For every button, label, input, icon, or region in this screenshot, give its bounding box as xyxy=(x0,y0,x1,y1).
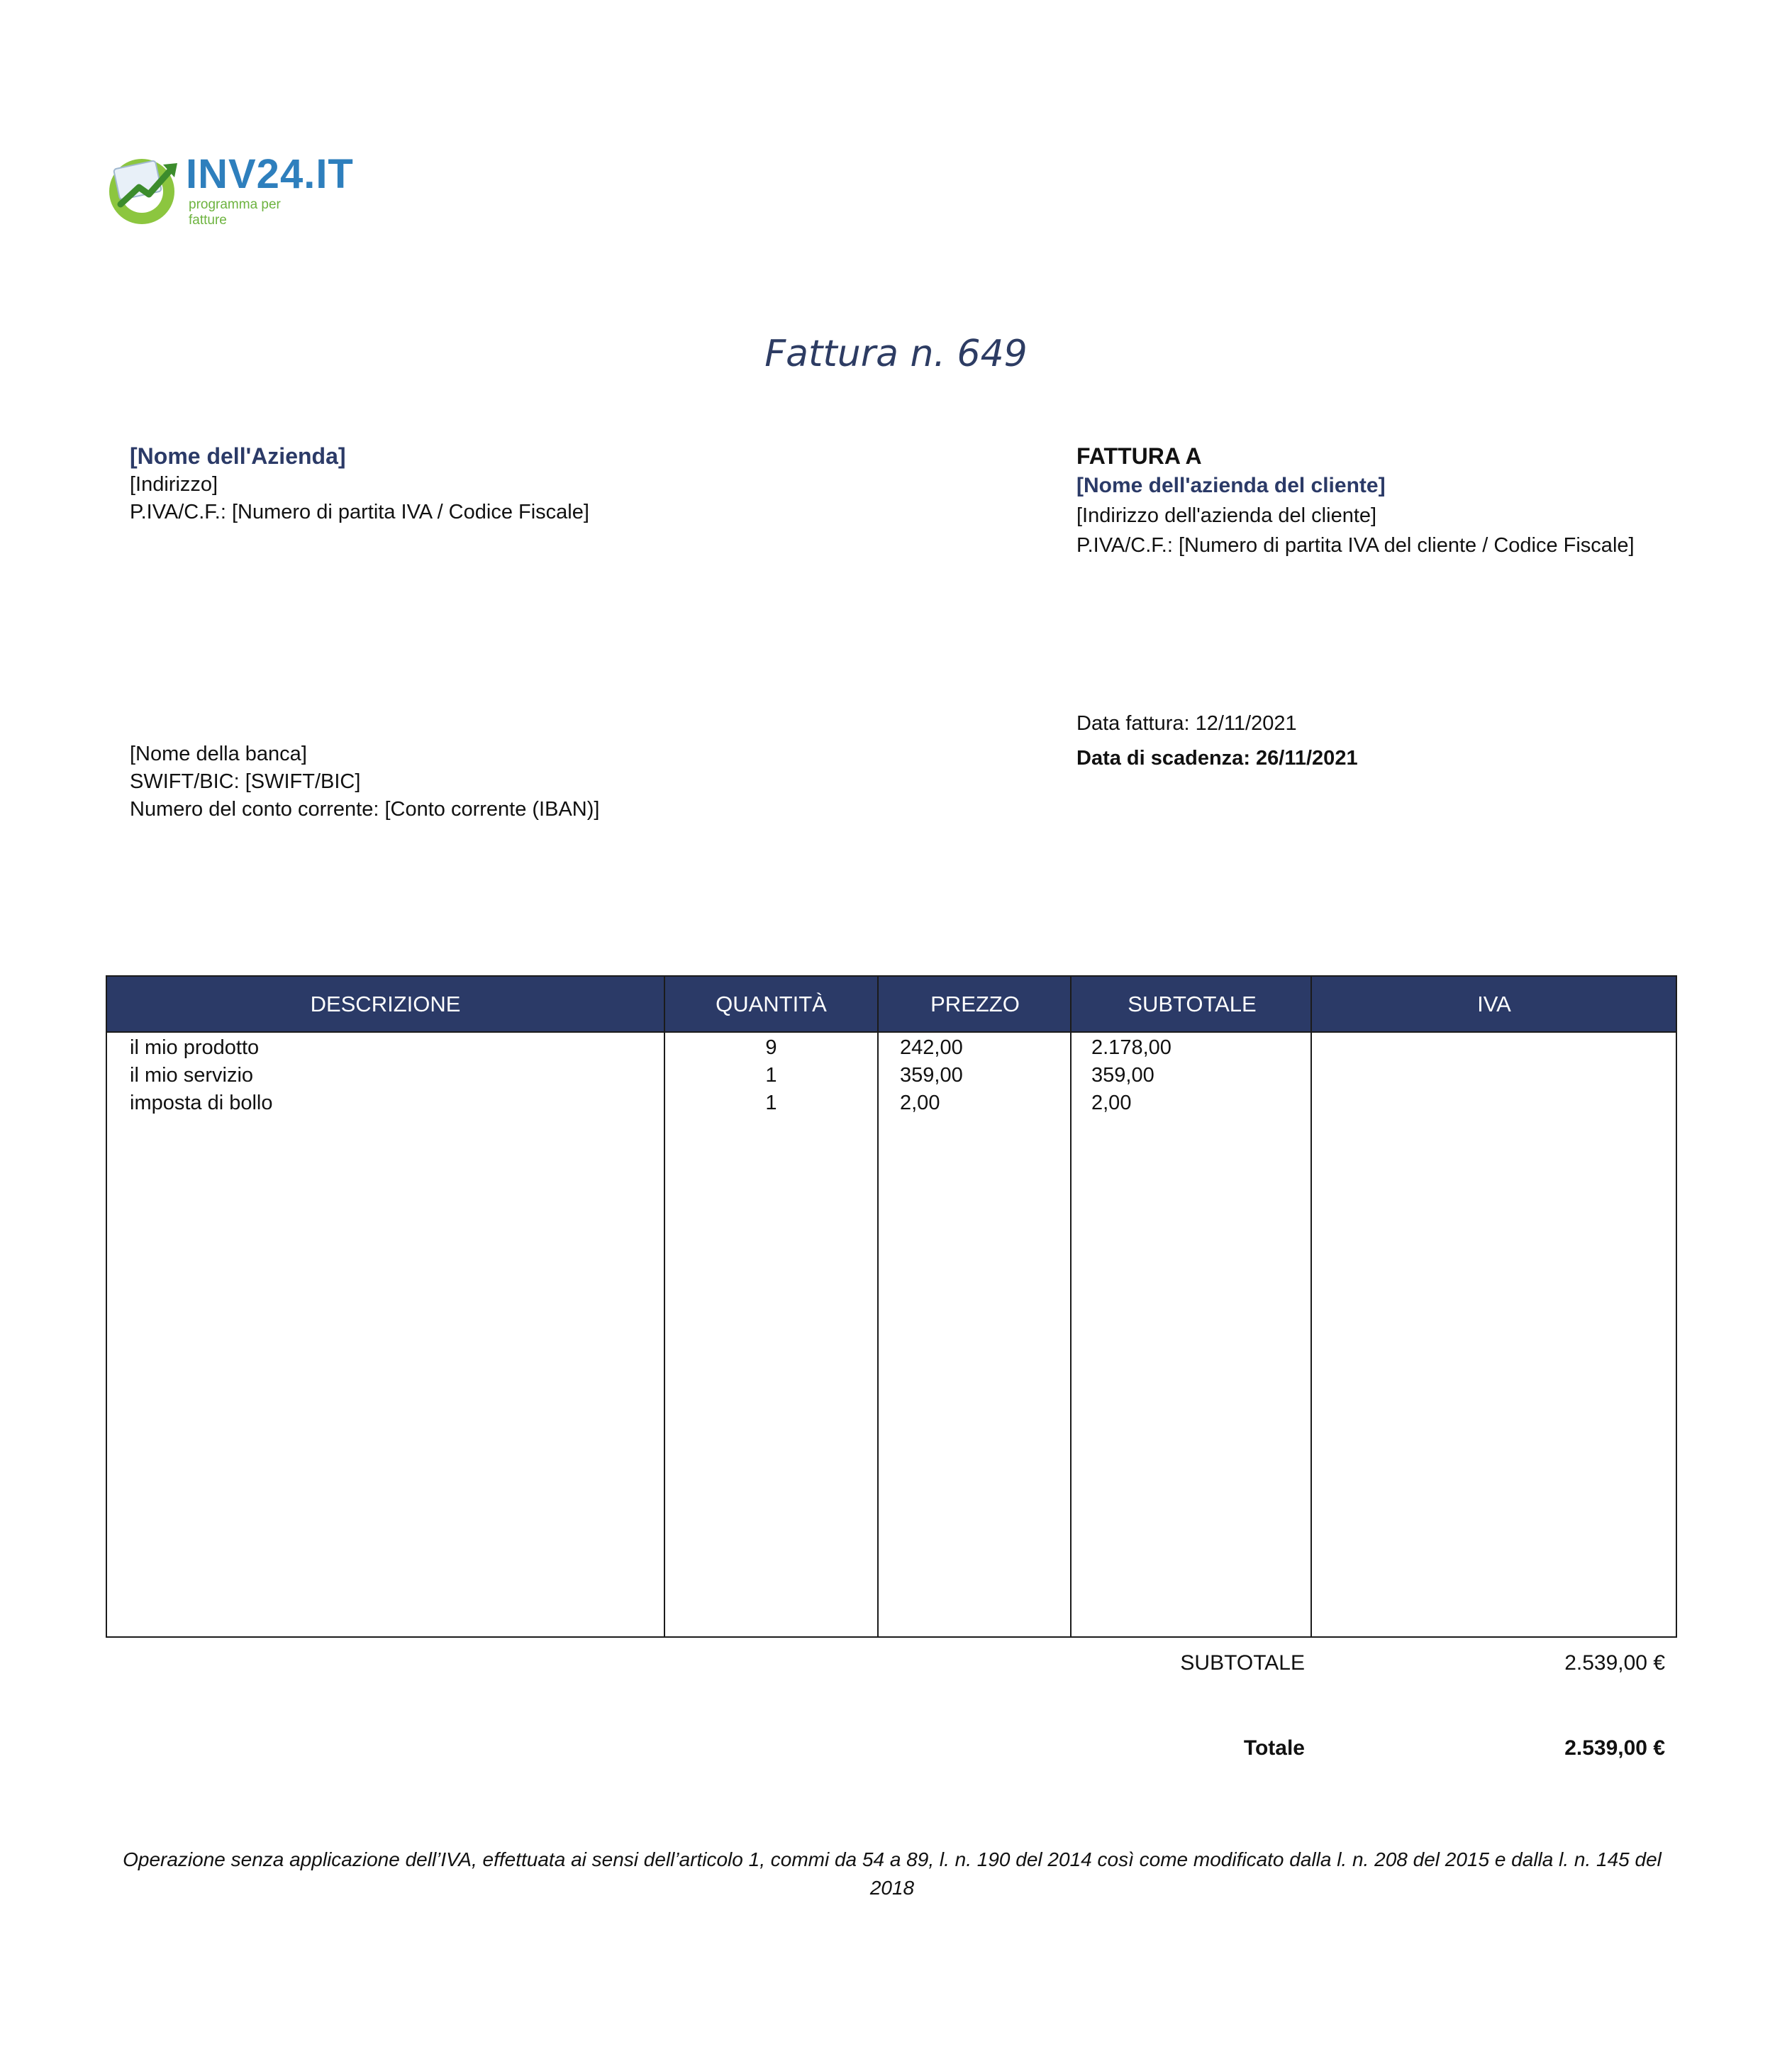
logo-icon xyxy=(106,149,184,227)
row-3-quantity: 1 xyxy=(765,1092,777,1114)
seller-company: [Nome dell'Azienda] xyxy=(130,443,346,469)
due-date: Data di scadenza: 26/11/2021 xyxy=(1076,747,1358,770)
row-1-quantity: 9 xyxy=(765,1036,777,1059)
seller-vat: P.IVA/C.F.: [Numero di partita IVA / Codice Fiscale] xyxy=(130,501,589,523)
column-divider xyxy=(1070,977,1072,1636)
column-divider xyxy=(877,977,879,1636)
row-2-quantity: 1 xyxy=(765,1064,777,1087)
subtotal-label: SUBTOTALE xyxy=(1180,1651,1305,1675)
row-1-description: il mio prodotto xyxy=(130,1036,260,1059)
buyer-block xyxy=(1076,441,1635,560)
logo-text: INV24.IT xyxy=(186,151,354,197)
total-value: 2.539,00 € xyxy=(1564,1736,1665,1760)
row-2-price: 359,00 xyxy=(900,1064,963,1087)
bank-name: [Nome della banca] xyxy=(130,743,307,765)
bank-account: Numero del conto corrente: [Conto corrente (IBAN)] xyxy=(130,798,600,821)
buyer-heading: FATTURA A xyxy=(1076,443,1202,469)
header-vat: IVA xyxy=(1477,992,1511,1016)
header-quantity: QUANTITÀ xyxy=(716,992,827,1016)
buyer-company: [Nome dell'azienda del cliente] xyxy=(1076,474,1386,497)
row-3-price: 2,00 xyxy=(900,1092,940,1114)
totals-block xyxy=(1064,1646,1674,1773)
items-table xyxy=(106,975,1677,1638)
row-2-subtotal: 359,00 xyxy=(1091,1064,1154,1087)
dates-block xyxy=(1076,706,1358,775)
company-logo xyxy=(106,149,354,228)
row-1-price: 242,00 xyxy=(900,1036,963,1059)
footer-note-line2: 2018 xyxy=(869,1877,915,1899)
seller-block xyxy=(130,441,589,526)
bank-block xyxy=(130,740,599,823)
row-1-subtotal: 2.178,00 xyxy=(1091,1036,1172,1059)
logo-tagline: programma per fatture xyxy=(189,197,281,228)
header-price: PREZZO xyxy=(930,992,1020,1016)
row-2-description: il mio servizio xyxy=(130,1064,254,1087)
invoice-date: Data fattura: 12/11/2021 xyxy=(1076,712,1297,735)
footer-note xyxy=(106,1846,1678,1902)
seller-address: [Indirizzo] xyxy=(130,473,218,496)
footer-note-line1: Operazione senza applicazione dell’IVA, effettuata ai sensi dell’articolo 1, commi da 54 a 89, l. n. 190 del 2014 così come modificato dalla l. n. 208 del 2015 e dalla l. n. 145 del xyxy=(123,1848,1662,1870)
buyer-address: [Indirizzo dell'azienda del cliente] xyxy=(1076,504,1377,527)
total-label: Totale xyxy=(1243,1736,1305,1760)
buyer-vat: P.IVA/C.F.: [Numero di partita IVA del cliente / Codice Fiscale] xyxy=(1076,534,1635,557)
bank-swift: SWIFT/BIC: [SWIFT/BIC] xyxy=(130,770,361,793)
header-description: DESCRIZIONE xyxy=(310,992,461,1016)
column-divider xyxy=(1310,977,1312,1636)
row-3-subtotal: 2,00 xyxy=(1091,1092,1132,1114)
subtotal-value: 2.539,00 € xyxy=(1564,1651,1665,1675)
row-3-description: imposta di bollo xyxy=(130,1092,273,1114)
invoice-title: Fattura n. 649 xyxy=(764,333,1028,375)
table-header xyxy=(107,977,1676,1033)
header-subtotal: SUBTOTALE xyxy=(1128,992,1257,1016)
